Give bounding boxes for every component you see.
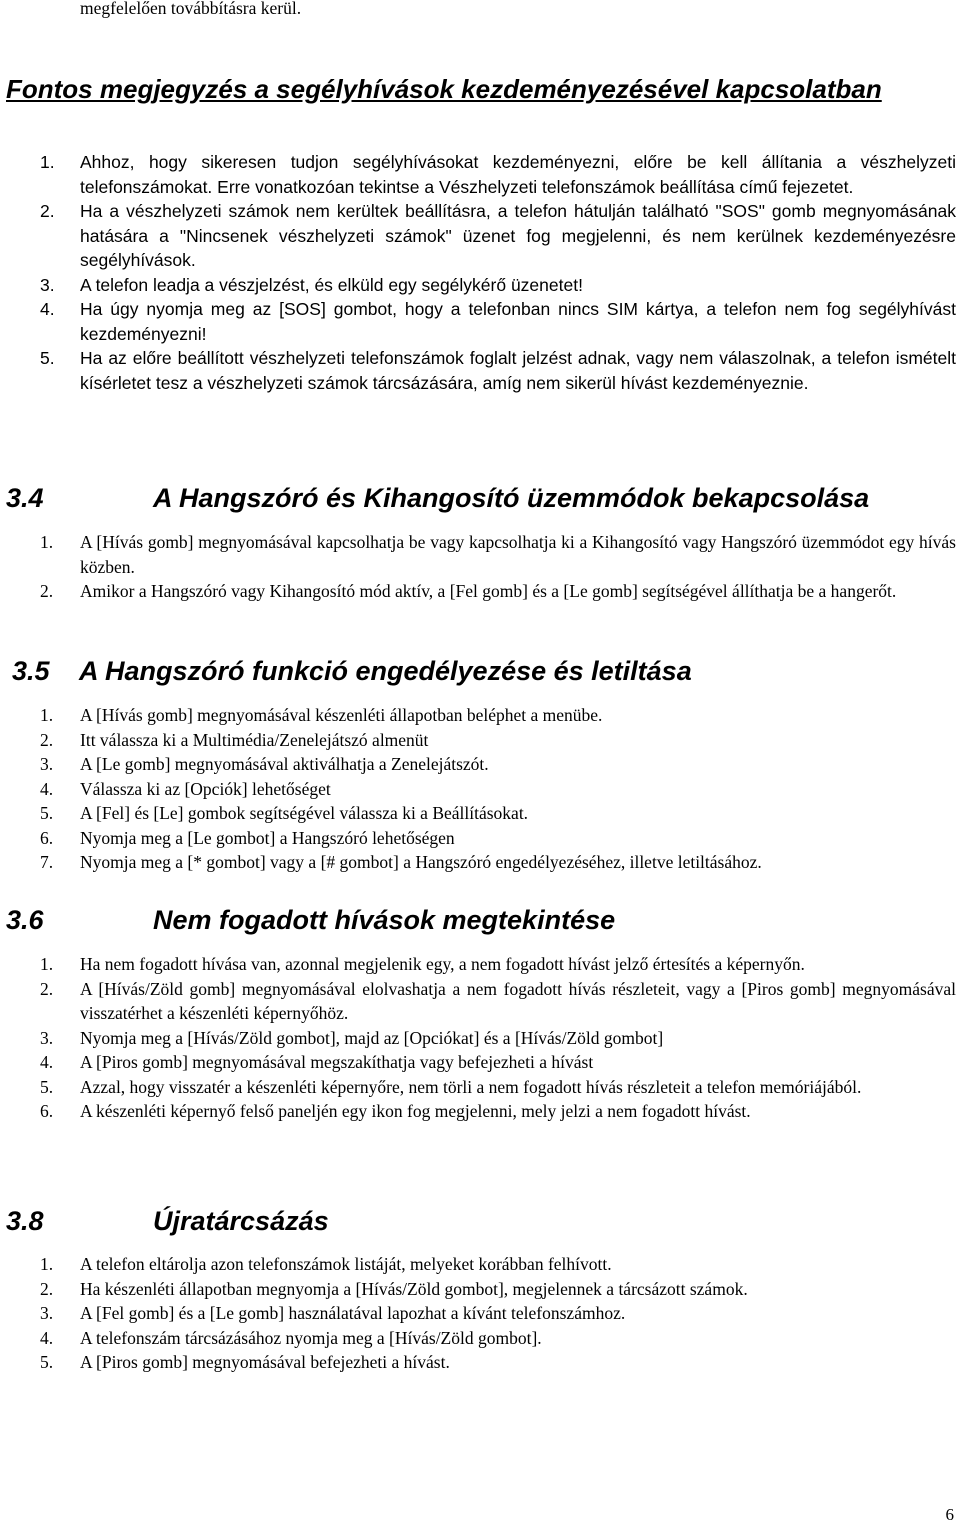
section-number: 3.4: [6, 483, 44, 513]
item-text: A [Piros gomb] megnyomásával befejezheti a hívást.: [80, 1352, 450, 1372]
item-text: Amikor a Hangszóró vagy Kihangosító mód aktív, a [Fel gomb] és a [Le gomb] segítségével állíthatja be a hangerőt.: [80, 581, 897, 601]
item-number: 1.: [40, 954, 54, 974]
list-item: [0, 1350, 956, 1375]
continued-text-fragment: megfelelően továbbításra kerül.: [80, 0, 302, 18]
item-number: 2.: [40, 581, 54, 601]
item-number: 2.: [40, 729, 54, 750]
list-item: [0, 273, 956, 298]
note-heading: Fontos megjegyzés a segélyhívások kezdeményezésével kapcsolatban: [6, 74, 882, 104]
section-list-3-8: [0, 1252, 956, 1375]
list-item: [0, 977, 956, 1026]
item-number: 4.: [40, 1052, 54, 1072]
section-list-3-6: [0, 952, 956, 1124]
item-text: Ha készenléti állapotban megnyomja a [Hívás/Zöld gombot], megjelennek a tárcsázott számok.: [80, 1278, 748, 1299]
item-text: A telefon eltárolja azon telefonszámok listáját, melyeket korábban felhívott.: [80, 1254, 612, 1274]
list-item: [0, 1050, 956, 1075]
list-item: [0, 1277, 956, 1302]
item-text: Nyomja meg a [Hívás/Zöld gombot], majd az [Opciókat] és a [Hívás/Zöld gombot]: [80, 1027, 664, 1048]
item-number: 4.: [40, 299, 55, 319]
list-item: [0, 1099, 956, 1124]
item-number: 5.: [40, 803, 54, 823]
list-item: [0, 826, 956, 851]
list-item: [0, 752, 956, 777]
item-text: A telefon leadja a vészjelzést, és elküld egy segélykérő üzenetet!: [80, 274, 583, 295]
item-number: 4.: [40, 1327, 54, 1348]
item-number: 4.: [40, 778, 54, 799]
item-number: 5.: [40, 1352, 54, 1372]
item-text: A [Piros gomb] megnyomásával megszakíthatja vagy befejezheti a hívást: [80, 1052, 594, 1072]
item-text: Ha a vészhelyzeti számok nem kerültek beállításra, a telefon hátulján található "SOS" gomb megnyomásának hatására a "Nincsenek vészhelyzeti számok" üzenet fog megjelenni, és nem kerülnek kezdeményezésre segélyhívások.: [80, 201, 956, 270]
item-number: 1.: [40, 532, 54, 552]
item-number: 5.: [40, 1076, 54, 1097]
list-item: [0, 801, 956, 826]
item-number: 2.: [40, 201, 55, 221]
item-text: Nyomja meg a [* gombot] vagy a [# gombot] a Hangszóró engedélyezéséhez, illetve letiltásához.: [80, 852, 762, 872]
section-number: 3.5: [12, 656, 50, 686]
item-text: A [Hívás gomb] megnyomásával készenléti állapotban beléphet a menübe.: [80, 705, 603, 725]
item-text: Ha úgy nyomja meg az [SOS] gombot, hogy a telefonban nincs SIM kártya, a telefon nem fog segélyhívást kezdeményezni!: [80, 299, 956, 344]
item-number: 1.: [40, 705, 54, 725]
item-text: Nyomja meg a [Le gombot] a Hangszóró lehetőségen: [80, 827, 455, 848]
item-text: A [Fel gomb] és a [Le gomb] használatával lapozhat a kívánt telefonszámhoz.: [80, 1303, 626, 1323]
item-text: A [Fel] és [Le] gombok segítségével válassza ki a Beállításokat.: [80, 803, 529, 823]
item-number: 2.: [40, 1278, 54, 1299]
item-number: 6.: [40, 827, 54, 848]
section-title: A Hangszóró és Kihangosító üzemmódok bekapcsolása: [153, 483, 870, 513]
list-item: [0, 1252, 956, 1277]
note-list: [0, 150, 956, 395]
list-item: [0, 530, 956, 579]
section-list-3-5: [0, 703, 956, 875]
section-number: 3.6: [6, 905, 44, 935]
item-text: A telefonszám tárcsázásához nyomja meg a [Hívás/Zöld gombot].: [80, 1327, 542, 1348]
item-number: 2.: [40, 978, 54, 999]
section-title: Nem fogadott hívások megtekintése: [153, 905, 616, 935]
item-text: A [Le gomb] megnyomásával aktiválhatja a Zenelejátszót.: [80, 754, 489, 774]
list-item: [0, 297, 956, 346]
item-number: 3.: [40, 1027, 54, 1048]
list-item: [0, 150, 956, 199]
list-item: [0, 703, 956, 728]
page-number: 6: [945, 1505, 954, 1524]
item-text: Ha az előre beállított vészhelyzeti telefonszámok foglalt jelzést adnak, vagy nem válaszolnak, a telefon ismételt kísérletet tesz a vészhelyzeti számok tárcsázására, amíg nem sikerül hívást kezdeményeznie.: [80, 348, 956, 393]
item-text: Azzal, hogy visszatér a készenléti képernyőre, nem törli a nem fogadott hívás részleteit a telefon memóriájából.: [80, 1076, 862, 1097]
item-number: 5.: [40, 348, 55, 368]
list-item: [0, 1301, 956, 1326]
list-item: [0, 1326, 956, 1351]
item-number: 3.: [40, 274, 55, 295]
list-item: [0, 579, 956, 604]
item-text: A [Hívás gomb] megnyomásával kapcsolhatja be vagy kapcsolhatja ki a Kihangosító vagy Hangszóró üzemmódot egy hívás közben.: [80, 532, 956, 577]
item-text: Itt válassza ki a Multimédia/Zenelejátszó almenüt: [80, 729, 429, 750]
section-title: A Hangszóró funkció engedélyezése és letiltása: [79, 656, 692, 686]
list-item: [0, 777, 956, 802]
item-number: 6.: [40, 1101, 54, 1121]
list-item: [0, 728, 956, 753]
item-number: 1.: [40, 1254, 54, 1274]
list-item: [0, 199, 956, 273]
list-item: [0, 952, 956, 977]
section-list-3-4: [0, 530, 956, 604]
item-number: 3.: [40, 754, 54, 774]
item-text: A készenléti képernyő felső paneljén egy ikon fog megjelenni, mely jelzi a nem fogadott hívást.: [80, 1101, 751, 1121]
section-title: Újratárcsázás: [153, 1206, 329, 1236]
item-text: Ahhoz, hogy sikeresen tudjon segélyhívásokat kezdeményezni, előre be kell állítania a vészhelyzeti telefonszámokat. Erre vonatkozóan tekintse a Vészhelyzeti telefonszámok beállítása című fejezetet.: [80, 152, 956, 197]
item-text: A [Hívás/Zöld gomb] megnyomásával elolvashatja a nem fogadott hívás részleteit, vagy a [Piros gomb] megnyomásával visszatérhet a készenléti képernyőhöz.: [80, 978, 956, 1023]
list-item: [0, 1026, 956, 1051]
item-text: Válassza ki az [Opciók] lehetőséget: [80, 778, 331, 799]
item-text: Ha nem fogadott hívása van, azonnal megjelenik egy, a nem fogadott hívást jelző értesítés a képernyőn.: [80, 954, 805, 974]
item-number: 7.: [40, 852, 54, 872]
list-item: [0, 850, 956, 875]
section-number: 3.8: [6, 1206, 44, 1236]
list-item: [0, 1075, 956, 1100]
item-number: 1.: [40, 152, 55, 172]
item-number: 3.: [40, 1303, 54, 1323]
list-item: [0, 346, 956, 395]
